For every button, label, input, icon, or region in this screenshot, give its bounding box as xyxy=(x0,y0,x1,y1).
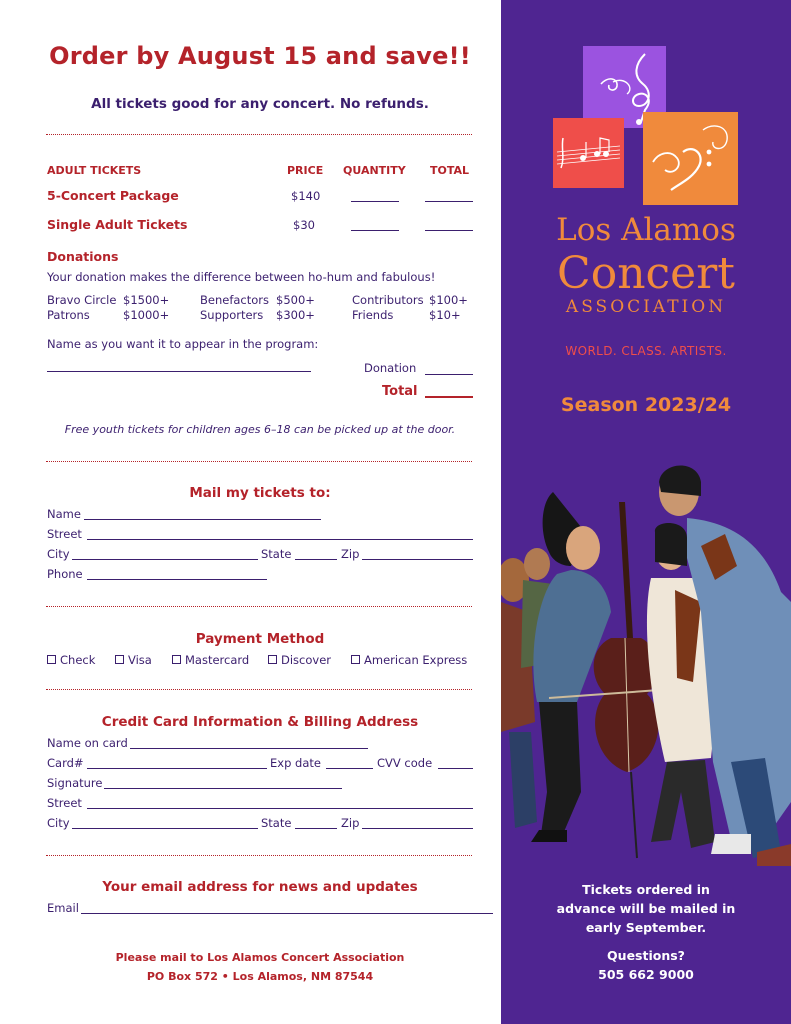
donations-intro: Your donation makes the difference between ho-hum and fabulous! xyxy=(47,270,436,284)
page-title: Order by August 15 and save!! xyxy=(49,42,471,70)
mailing-line: PO Box 572 • Los Alamos, NM 87544 xyxy=(146,970,374,983)
card-cvv-field[interactable] xyxy=(438,768,473,769)
donation-level-name: Bravo Circle xyxy=(47,293,117,307)
donation-level-amount: $10+ xyxy=(429,308,461,322)
brand-name-line1: Los Alamos xyxy=(556,212,736,248)
donation-level-amount: $100+ xyxy=(429,293,468,307)
mail-phone-field[interactable] xyxy=(87,579,267,580)
music-staff-icon xyxy=(553,118,624,188)
ticket-row-price: $140 xyxy=(291,189,321,203)
quantity-field[interactable] xyxy=(351,230,399,231)
season-label: Season 2023/24 xyxy=(560,394,732,416)
col-header-type: ADULT TICKETS xyxy=(47,164,142,177)
ticket-row-label: Single Adult Tickets xyxy=(47,217,188,232)
questions-block xyxy=(501,946,791,984)
card-zip-label: Zip xyxy=(341,816,360,830)
mail-zip-label: Zip xyxy=(341,547,360,561)
mail-city-label: City xyxy=(47,547,70,561)
payment-option-check[interactable]: Check xyxy=(47,653,95,667)
total-label: Total xyxy=(382,384,418,399)
card-title: Credit Card Information & Billing Address xyxy=(101,714,419,730)
card-street-field[interactable] xyxy=(87,808,473,809)
checkbox-icon[interactable] xyxy=(47,655,56,664)
grand-total-field[interactable] xyxy=(425,396,473,398)
youth-note: Free youth tickets for children ages 6–18 can be picked up at the door. xyxy=(64,423,456,436)
mail-name-label: Name xyxy=(47,507,81,521)
email-title: Your email address for news and updates xyxy=(102,879,418,895)
program-name-label: Name as you want it to appear in the program: xyxy=(47,337,319,351)
mail-zip-field[interactable] xyxy=(362,559,473,560)
checkbox-icon[interactable] xyxy=(115,655,124,664)
donation-level-amount: $500+ xyxy=(276,293,315,307)
brand-tagline: WORLD. CLASS. ARTISTS. xyxy=(565,344,727,358)
donations-title: Donations xyxy=(47,249,119,264)
payment-option-visa[interactable]: Visa xyxy=(115,653,152,667)
email-label: Email xyxy=(47,901,79,915)
card-street-label: Street xyxy=(47,796,82,810)
mail-name-field[interactable] xyxy=(84,519,321,520)
card-name-label: Name on card xyxy=(47,736,128,750)
questions-label: Questions? xyxy=(607,948,685,963)
advance-line: advance will be mailed in xyxy=(556,901,736,916)
checkbox-icon[interactable] xyxy=(268,655,277,664)
mail-state-field[interactable] xyxy=(295,559,337,560)
mail-city-field[interactable] xyxy=(72,559,258,560)
total-field[interactable] xyxy=(425,230,473,231)
card-state-field[interactable] xyxy=(295,828,337,829)
donation-level-name: Contributors xyxy=(352,293,424,307)
musicians-photo xyxy=(501,462,791,880)
program-name-field[interactable] xyxy=(47,371,311,372)
logo-square-orange xyxy=(643,112,738,205)
mail-street-label: Street xyxy=(47,527,82,541)
divider xyxy=(46,606,472,607)
mailing-address xyxy=(0,948,520,986)
quantity-field[interactable] xyxy=(351,201,399,202)
card-name-field[interactable] xyxy=(130,748,368,749)
col-header-total: TOTAL xyxy=(430,164,470,177)
ticket-row-label: 5-Concert Package xyxy=(47,188,179,203)
bass-clef-icon xyxy=(643,112,738,205)
advance-note xyxy=(501,880,791,937)
card-city-field[interactable] xyxy=(72,828,258,829)
ticket-row-price: $30 xyxy=(293,218,315,232)
payment-option-discover[interactable]: Discover xyxy=(268,653,331,667)
divider xyxy=(46,689,472,690)
col-header-quantity: QUANTITY xyxy=(343,164,406,177)
donation-level-name: Benefactors xyxy=(200,293,270,307)
donation-level-name: Supporters xyxy=(200,308,264,322)
advance-line: early September. xyxy=(585,920,707,935)
card-signature-label: Signature xyxy=(47,776,103,790)
brand-panel xyxy=(501,0,791,1024)
card-number-field[interactable] xyxy=(87,768,267,769)
divider xyxy=(46,855,472,856)
donation-field[interactable] xyxy=(425,374,473,375)
email-field[interactable] xyxy=(81,913,493,914)
donation-label: Donation xyxy=(364,361,417,375)
col-header-price: PRICE xyxy=(287,164,324,177)
total-field[interactable] xyxy=(425,201,473,202)
mail-state-label: State xyxy=(261,547,292,561)
card-cvv-label: CVV code xyxy=(377,756,433,770)
donation-level-name: Friends xyxy=(352,308,394,322)
brand-name-line2: Concert xyxy=(557,248,735,299)
advance-line: Tickets ordered in xyxy=(582,882,710,897)
card-exp-field[interactable] xyxy=(326,768,373,769)
card-state-label: State xyxy=(261,816,292,830)
mail-title: Mail my tickets to: xyxy=(189,485,331,501)
mail-street-field[interactable] xyxy=(87,539,473,540)
logo-square-red xyxy=(553,118,624,188)
donation-level-amount: $1500+ xyxy=(123,293,170,307)
mailing-line: Please mail to Los Alamos Concert Association xyxy=(115,951,405,964)
card-number-label: Card# xyxy=(47,756,84,770)
payment-title: Payment Method xyxy=(195,631,325,647)
card-signature-field[interactable] xyxy=(104,788,342,789)
card-exp-label: Exp date xyxy=(270,756,321,770)
brand-name-line3: ASSOCIATION xyxy=(565,297,727,317)
card-zip-field[interactable] xyxy=(362,828,473,829)
donation-level-name: Patrons xyxy=(47,308,90,322)
card-city-label: City xyxy=(47,816,70,830)
donation-level-amount: $300+ xyxy=(276,308,315,322)
divider xyxy=(46,134,472,135)
payment-option-mastercard[interactable]: Mastercard xyxy=(172,653,249,667)
checkbox-icon[interactable] xyxy=(351,655,360,664)
phone-number: 505 662 9000 xyxy=(598,967,694,982)
checkbox-icon[interactable] xyxy=(172,655,181,664)
divider xyxy=(46,461,472,462)
payment-option-amex[interactable]: American Express xyxy=(351,653,467,667)
subheading: All tickets good for any concert. No refunds. xyxy=(91,96,429,112)
mail-phone-label: Phone xyxy=(47,567,83,581)
donation-level-amount: $1000+ xyxy=(123,308,170,322)
